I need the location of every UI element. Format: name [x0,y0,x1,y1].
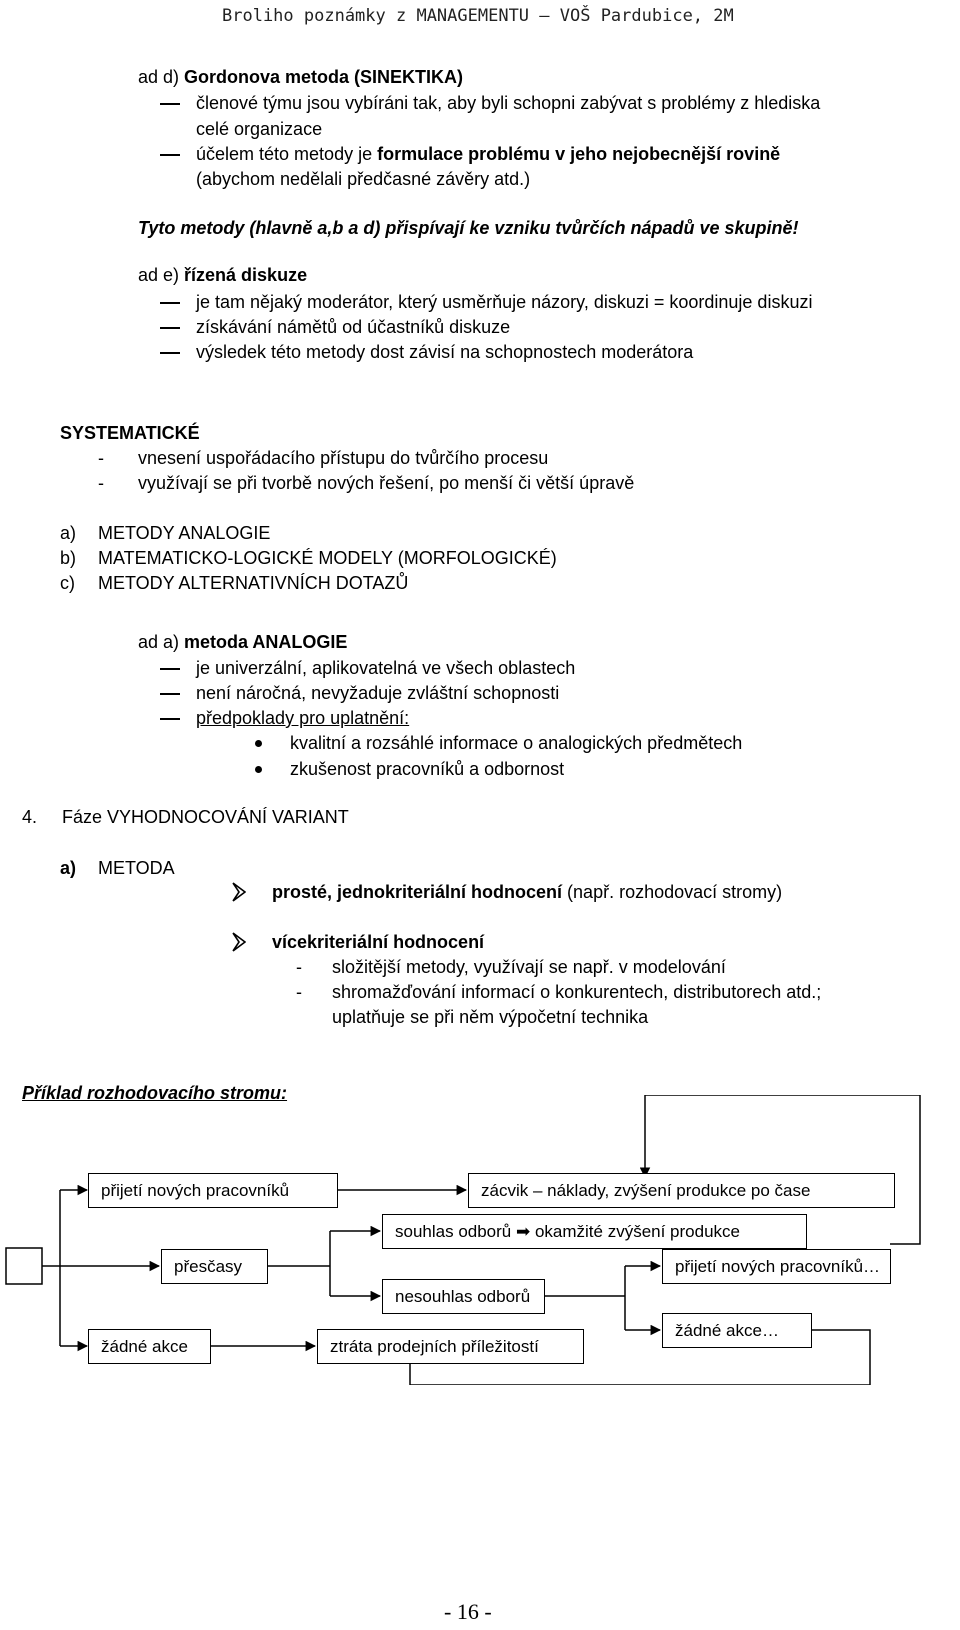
gordon-heading [138,68,463,86]
option-2-item: složitější metody, využívají se např. v modelování [332,957,726,977]
node-hire: přijetí nových pracovníků [88,1173,338,1208]
phase-sub-title: METODA [98,858,175,878]
node-no-action: žádné akce [88,1329,211,1364]
dash-marker [160,718,180,720]
dash-marker [160,693,180,695]
option-single-criterion [272,883,782,901]
node-hire-2: přijetí nových pracovníků… [662,1249,891,1284]
node-lost-sales: ztráta prodejních příležitostí [317,1329,584,1364]
discussion-heading [138,266,307,284]
option-2-continuation: uplatňuje se při něm výpočetní technika [332,1007,649,1027]
analogy-item-underlined: předpoklady pro uplatnění: [196,708,410,728]
method-letter: a) [60,523,77,543]
gordon-title: Gordonova metoda (SINEKTIKA) [184,67,464,87]
discussion-title: řízená diskuze [184,265,308,285]
analogy-prefix: ad a) [138,632,185,652]
hyphen-marker: - [98,473,104,493]
option-1-bold: prosté, jednokriteriální hodnocení [272,882,563,902]
node-union-disagree: nesouhlas odborů [382,1279,545,1314]
bullet-dot [255,766,262,773]
method-letter: c) [60,573,75,593]
gordon-item-1-line-2: celé organizace [196,119,323,139]
arrowhead-icon [232,882,246,902]
node-no-action-2: žádné akce… [662,1313,812,1348]
arrowhead-icon [232,932,246,952]
discussion-prefix: ad e) [138,265,185,285]
gordon-prefix: ad d) [138,67,185,87]
discussion-item: získávání námětů od účastníků diskuze [196,317,511,337]
method-item: MATEMATICKO-LOGICKÉ MODELY (MORFOLOGICKÉ) [98,548,557,568]
gordon-item-2-line-2: (abychom nedělali předčasné závěry atd.) [196,169,531,189]
bullet-dot [255,740,262,747]
systematic-title: SYSTEMATICKÉ [60,423,200,443]
gordon-item-2-bold: formulace problému v jeho nejobecnější rovině [377,144,781,164]
hyphen-marker: - [296,957,302,977]
dash-marker [160,103,180,105]
hyphen-marker: - [98,448,104,468]
discussion-item: je tam nějaký moderátor, který usměrňuje názory, diskuzi = koordinuje diskuzi [196,292,813,312]
gordon-item-1-line-1: členové týmu jsou vybíráni tak, aby byli schopni zabývat s problémy z hlediska [196,93,821,113]
node-union-agree: souhlas odborů ➡ okamžité zvýšení produkce [382,1214,807,1249]
option-1-rest: (např. rozhodovací stromy) [562,882,783,902]
node-training: zácvik – náklady, zvýšení produkce po čase [468,1173,895,1208]
analogy-bullet-item: kvalitní a rozsáhlé informace o analogických předmětech [290,733,743,753]
method-letter: b) [60,548,77,568]
gordon-item-2-line-1 [196,145,780,163]
analogy-title: metoda ANALOGIE [184,632,348,652]
dash-marker [160,352,180,354]
systematic-item: využívají se při tvorbě nových řešení, po menší či větší úpravě [138,473,635,493]
tree-heading: Příklad rozhodovacího stromu: [22,1083,288,1103]
method-item: METODY ANALOGIE [98,523,271,543]
node-overtime: přesčasy [161,1249,268,1284]
dash-marker [160,668,180,670]
phase-title: Fáze VYHODNOCOVÁNÍ VARIANT [62,807,349,827]
analogy-item: je univerzální, aplikovatelná ve všech oblastech [196,658,576,678]
analogy-heading [138,633,347,651]
dash-marker [160,154,180,156]
discussion-item: výsledek této metody dost závisí na schopnostech moderátora [196,342,694,362]
hyphen-marker: - [296,982,302,1002]
running-header: Broliho poznámky z MANAGEMENTU – VOŠ Pardubice, 2M [222,6,734,26]
method-item: METODY ALTERNATIVNÍCH DOTAZŮ [98,573,409,593]
analogy-bullet-item: zkušenost pracovníků a odbornost [290,759,565,779]
gordon-item-2-prefix: účelem této metody je [196,144,378,164]
analogy-item: není náročná, nevyžaduje zvláštní schopnosti [196,683,560,703]
dash-marker [160,302,180,304]
systematic-item: vnesení uspořádacího přístupu do tvůrčího procesu [138,448,549,468]
phase-sub-letter: a) [60,858,77,878]
summary-note: Tyto metody (hlavně a,b a d) přispívají ke vzniku tvůrčích nápadů ve skupině! [138,218,799,238]
phase-number: 4. [22,807,38,827]
option-multi-criterion: vícekriteriální hodnocení [272,932,485,952]
dash-marker [160,327,180,329]
page-number: - 16 - [444,1599,492,1624]
option-2-item: shromažďování informací o konkurentech, distributorech atd.; [332,982,822,1002]
